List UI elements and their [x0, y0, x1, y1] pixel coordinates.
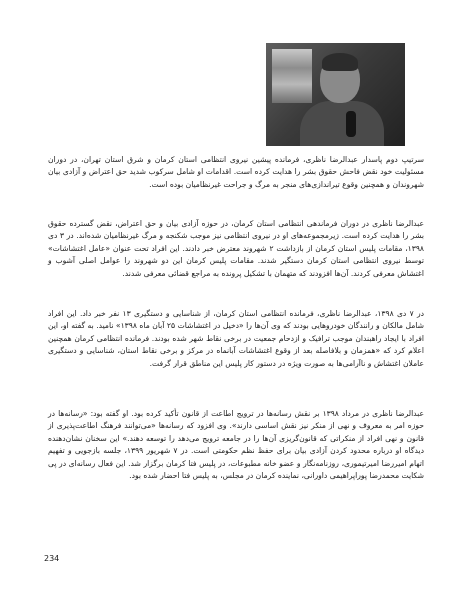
paragraph-3: در ۷ دی ۱۳۹۸، عبدالرضا ناظری، فرمانده انتظامی استان کرمان، از شناسایی و دستگیری ۱۳ نفر خبر داد. این افراد شامل مالکان و رانندگان خودروهایی بودند که وی آن‌ها را «دخیل در اغتشاشات ۲۵ آبان ماه ۱۳۹۸» نامید. به گفته او، این افراد با ایجاد راهبندان موجب ترافیک و ازدحام جمعیت در برخی نقاط شهر شده بودند. فرمانده انتظامی کرمان همچنین اعلام کرد که «همزمان و بلافاصله بعد از وقوع اغتشاشات آبانماه در مرکز و برخی نقاط استان، شناسایی و دستگیری عاملان اغتشاش و ناآرامی‌ها به صورت ویژه در دستور کار پلیس این مناطق قرار گرفت.: [48, 309, 424, 368]
flag-shape: [272, 49, 312, 103]
page-number: 234: [44, 554, 60, 563]
uniform-shape: [300, 101, 384, 146]
paragraph-2: عبدالرضا ناظری در دوران فرماندهی انتظامی استان کرمان، در حوزه آزادی بیان و حق اعتراض، نقض گسترده حقوق بشر را هدایت کرده است. زیرمجموعه‌های او در نیروی انتظامی نیز موجب شکنجه و مرگ غیرنظامیان شده‌اند. در ۳ دی ۱۳۹۸، مقامات پلیس استان کرمان از بازداشت ۲ شهروند معترض خبر دادند. این افراد تحت عنوان «عامل اغتشاشات» توسط نیروی انتظامی استان کرمان دستگیر شدند. مقامات پلیس کرمان این دو شهروند را عوامل اصلی آشوب و اغتشاش معرفی کردند. آن‌ها افزودند که متهمان با تشکیل پرونده به مراجع قضائی معرفی شدند.: [48, 219, 424, 278]
hair-shape: [322, 53, 358, 71]
paragraph-1: سرتیپ دوم پاسدار عبدالرضا ناظری، فرمانده پیشین نیروی انتظامی استان کرمان و شرق استان تهران، در دوران مسئولیت خود نقض فاحش حقوق بشر را هدایت کرده است. اقدامات او شامل سرکوب شدید حق اعتراض و آزادی بیان شهروندان و همچنین وقوع تیراندازی‌های منجر به مرگ و جراحت غیرنظامیان بوده است.: [48, 155, 424, 189]
paragraph-4: عبدالرضا ناظری در مرداد ۱۳۹۸ بر نقش رسانه‌ها در ترویج اطاعت از قانون تأکید کرده بود. او گفته بود: «رسانه‌ها در حوزه امر به معروف و نهی از منکر نیز نقش اساسی دارند». وی افزود که رسانه‌ها «می‌توانند فرهنگ اطاعت‌پذیری از قانون و نهی افراد از منکراتی که قانون‌گریزی آن‌ها را در جامعه ترویج می‌دهد را توسعه دهند.» این سخنان نشان‌دهنده دیدگاه او درباره محدود کردن آزادی بیان برای حفظ نظم حکومتی است. در ۷ شهریور ۱۳۹۹، جلسه بازجویی و تفهیم اتهام امیررضا امیرتیموری، روزنامه‌نگار و عضو خانه مطبوعات، در پلیس فتا کرمان برگزار شد. این فعال رسانه‌ای در پی شکایت محمدرضا پوراپراهیمی داورانی، نماینده کرمان در مجلس، به پلیس فتا احضار شده بود.: [48, 409, 424, 481]
portrait-photo: [266, 43, 405, 146]
microphone-icon: [346, 111, 356, 137]
